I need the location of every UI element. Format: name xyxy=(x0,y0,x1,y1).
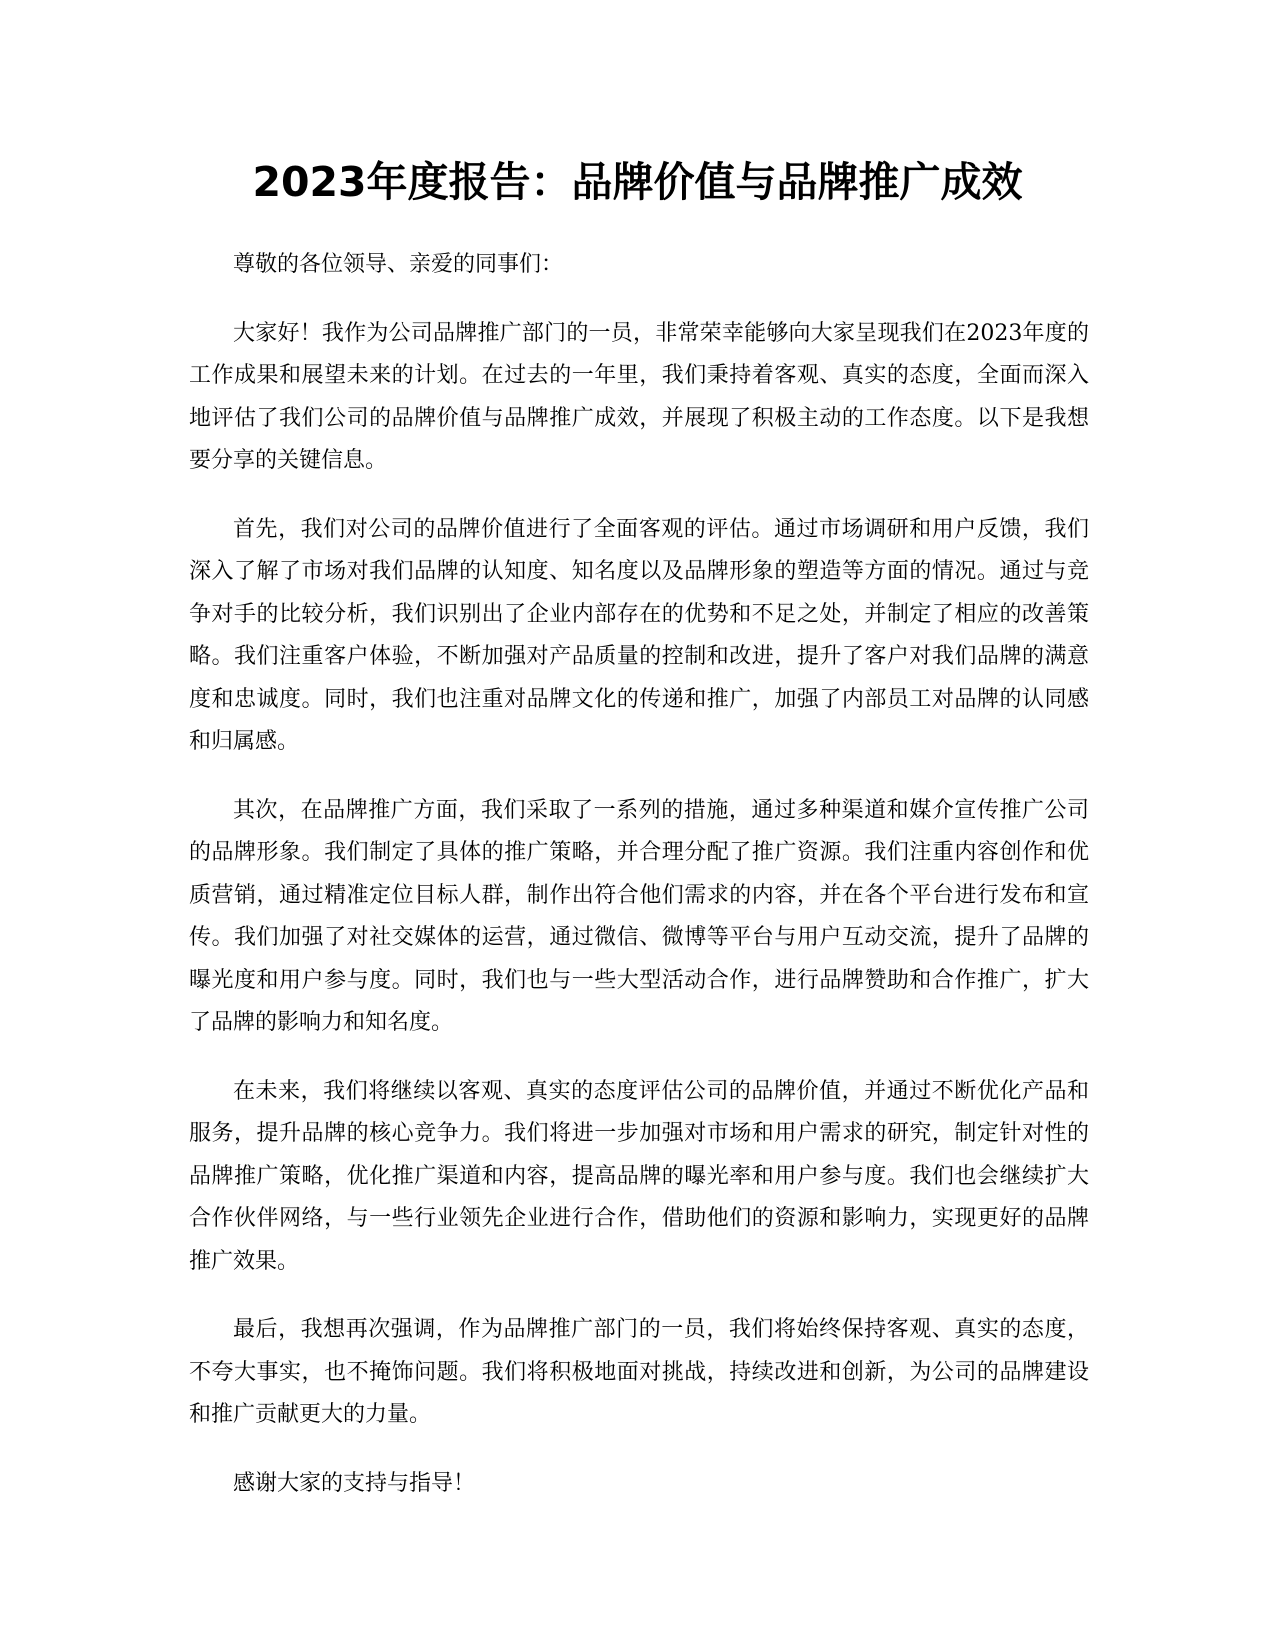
document-body xyxy=(189,244,1089,1531)
thanks-paragraph: 感谢大家的支持与指导！ xyxy=(233,1470,476,1496)
document-title: 2023年度报告：品牌价值与品牌推广成效 xyxy=(252,158,1023,206)
future-plan-paragraph: 在未来，我们将继续以客观、真实的态度评估公司的品牌价值，并通过不断优化产品和服务，提升品牌的核心竞争力。我们将进一步加强对市场和用户需求的研究，制定针对性的品牌推广策略，优化推广渠道和内容，提高品牌的曝光率和用户参与度。我们也会继续扩大合作伙伴网络，与一些行业领先企业进行合作，借助他们的资源和影响力，实现更好的品牌推广效果。 xyxy=(189,1078,1089,1274)
brand-value-paragraph: 首先，我们对公司的品牌价值进行了全面客观的评估。通过市场调研和用户反馈，我们深入了解了市场对我们品牌的认知度、知名度以及品牌形象的塑造等方面的情况。通过与竞争对手的比较分析，我们识别出了企业内部存在的优势和不足之处，并制定了相应的改善策略。我们注重客户体验，不断加强对产品质量的控制和改进，提升了客户对我们品牌的满意度和忠诚度。同时，我们也注重对品牌文化的传递和推广，加强了内部员工对品牌的认同感和归属感。 xyxy=(189,516,1089,754)
intro-paragraph: 大家好！我作为公司品牌推广部门的一员，非常荣幸能够向大家呈现我们在2023年度的工作成果和展望未来的计划。在过去的一年里，我们秉持着客观、真实的态度，全面而深入地评估了我们公司的品牌价值与品牌推广成效，并展现了积极主动的工作态度。以下是我想要分享的关键信息。 xyxy=(189,320,1089,473)
salutation-paragraph: 尊敬的各位领导、亲爱的同事们： xyxy=(233,252,564,277)
closing-paragraph: 最后，我想再次强调，作为品牌推广部门的一员，我们将始终保持客观、真实的态度，不夸大事实，也不掩饰问题。我们将积极地面对挑战，持续改进和创新，为公司的品牌建设和推广贡献更大的力量。 xyxy=(189,1317,1089,1427)
brand-promotion-paragraph: 其次，在品牌推广方面，我们采取了一系列的措施，通过多种渠道和媒介宣传推广公司的品牌形象。我们制定了具体的推广策略，并合理分配了推广资源。我们注重内容创作和优质营销，通过精准定位目标人群，制作出符合他们需求的内容，并在各个平台进行发布和宣传。我们加强了对社交媒体的运营，通过微信、微博等平台与用户互动交流，提升了品牌的曝光度和用户参与度。同时，我们也与一些大型活动合作，进行品牌赞助和合作推广，扩大了品牌的影响力和知名度。 xyxy=(189,797,1089,1035)
